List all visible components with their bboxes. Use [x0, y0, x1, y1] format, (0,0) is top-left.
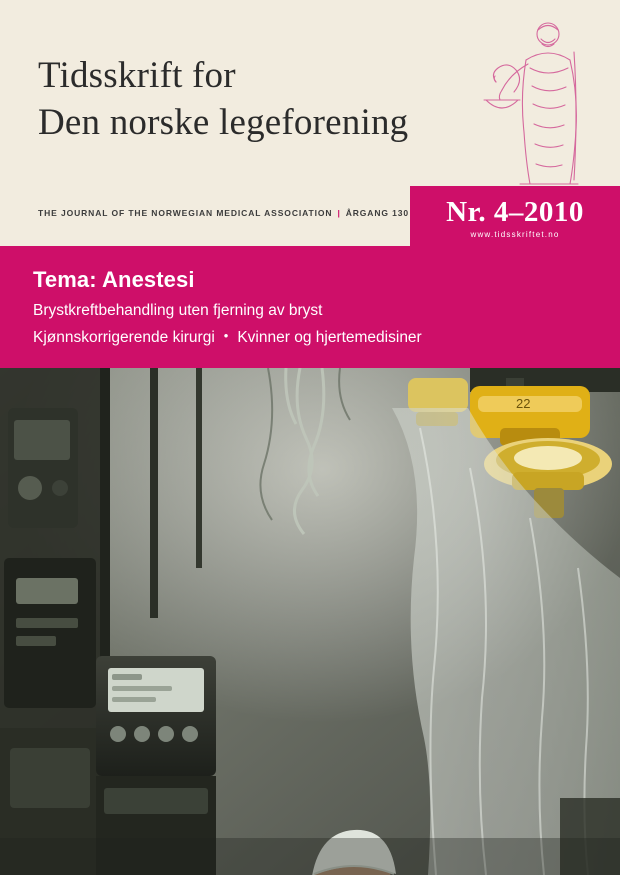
page-title [38, 52, 408, 146]
masthead-title-line2: Den norske legeforening [38, 102, 409, 143]
journal-separator: | [337, 208, 341, 218]
masthead-title-line1: Tidsskrift for [38, 55, 236, 96]
info-band-left [0, 186, 410, 246]
bullet-icon: • [223, 328, 229, 343]
issue-number: Nr. 4–2010 [446, 196, 584, 228]
theme-title: Tema: Anestesi [33, 267, 195, 292]
headline-line-2 [33, 328, 422, 347]
journal-name: THE JOURNAL OF THE NORWEGIAN MEDICAL ASSOCIATION [38, 208, 333, 218]
asklepios-statue-emblem [470, 8, 600, 188]
cover-photo-illustration [0, 368, 620, 875]
info-band-right [410, 186, 620, 246]
journal-volume: ÅRGANG 130 [345, 208, 410, 218]
headline-block [0, 246, 620, 368]
info-band [0, 186, 620, 246]
svg-text:22: 22 [516, 396, 531, 411]
website-url[interactable]: www.tidsskriftet.no [470, 230, 560, 239]
journal-subtitle [38, 208, 409, 218]
cover-photograph [0, 368, 620, 875]
headline-line-2-left: Kjønnskorrigerende kirurgi [33, 329, 215, 346]
headline-line-1: Brystkreftbehandling uten fjerning av bryst [33, 302, 323, 319]
masthead-band [0, 0, 620, 186]
headline-line-2-right: Kvinner og hjertemedisiner [237, 329, 422, 346]
